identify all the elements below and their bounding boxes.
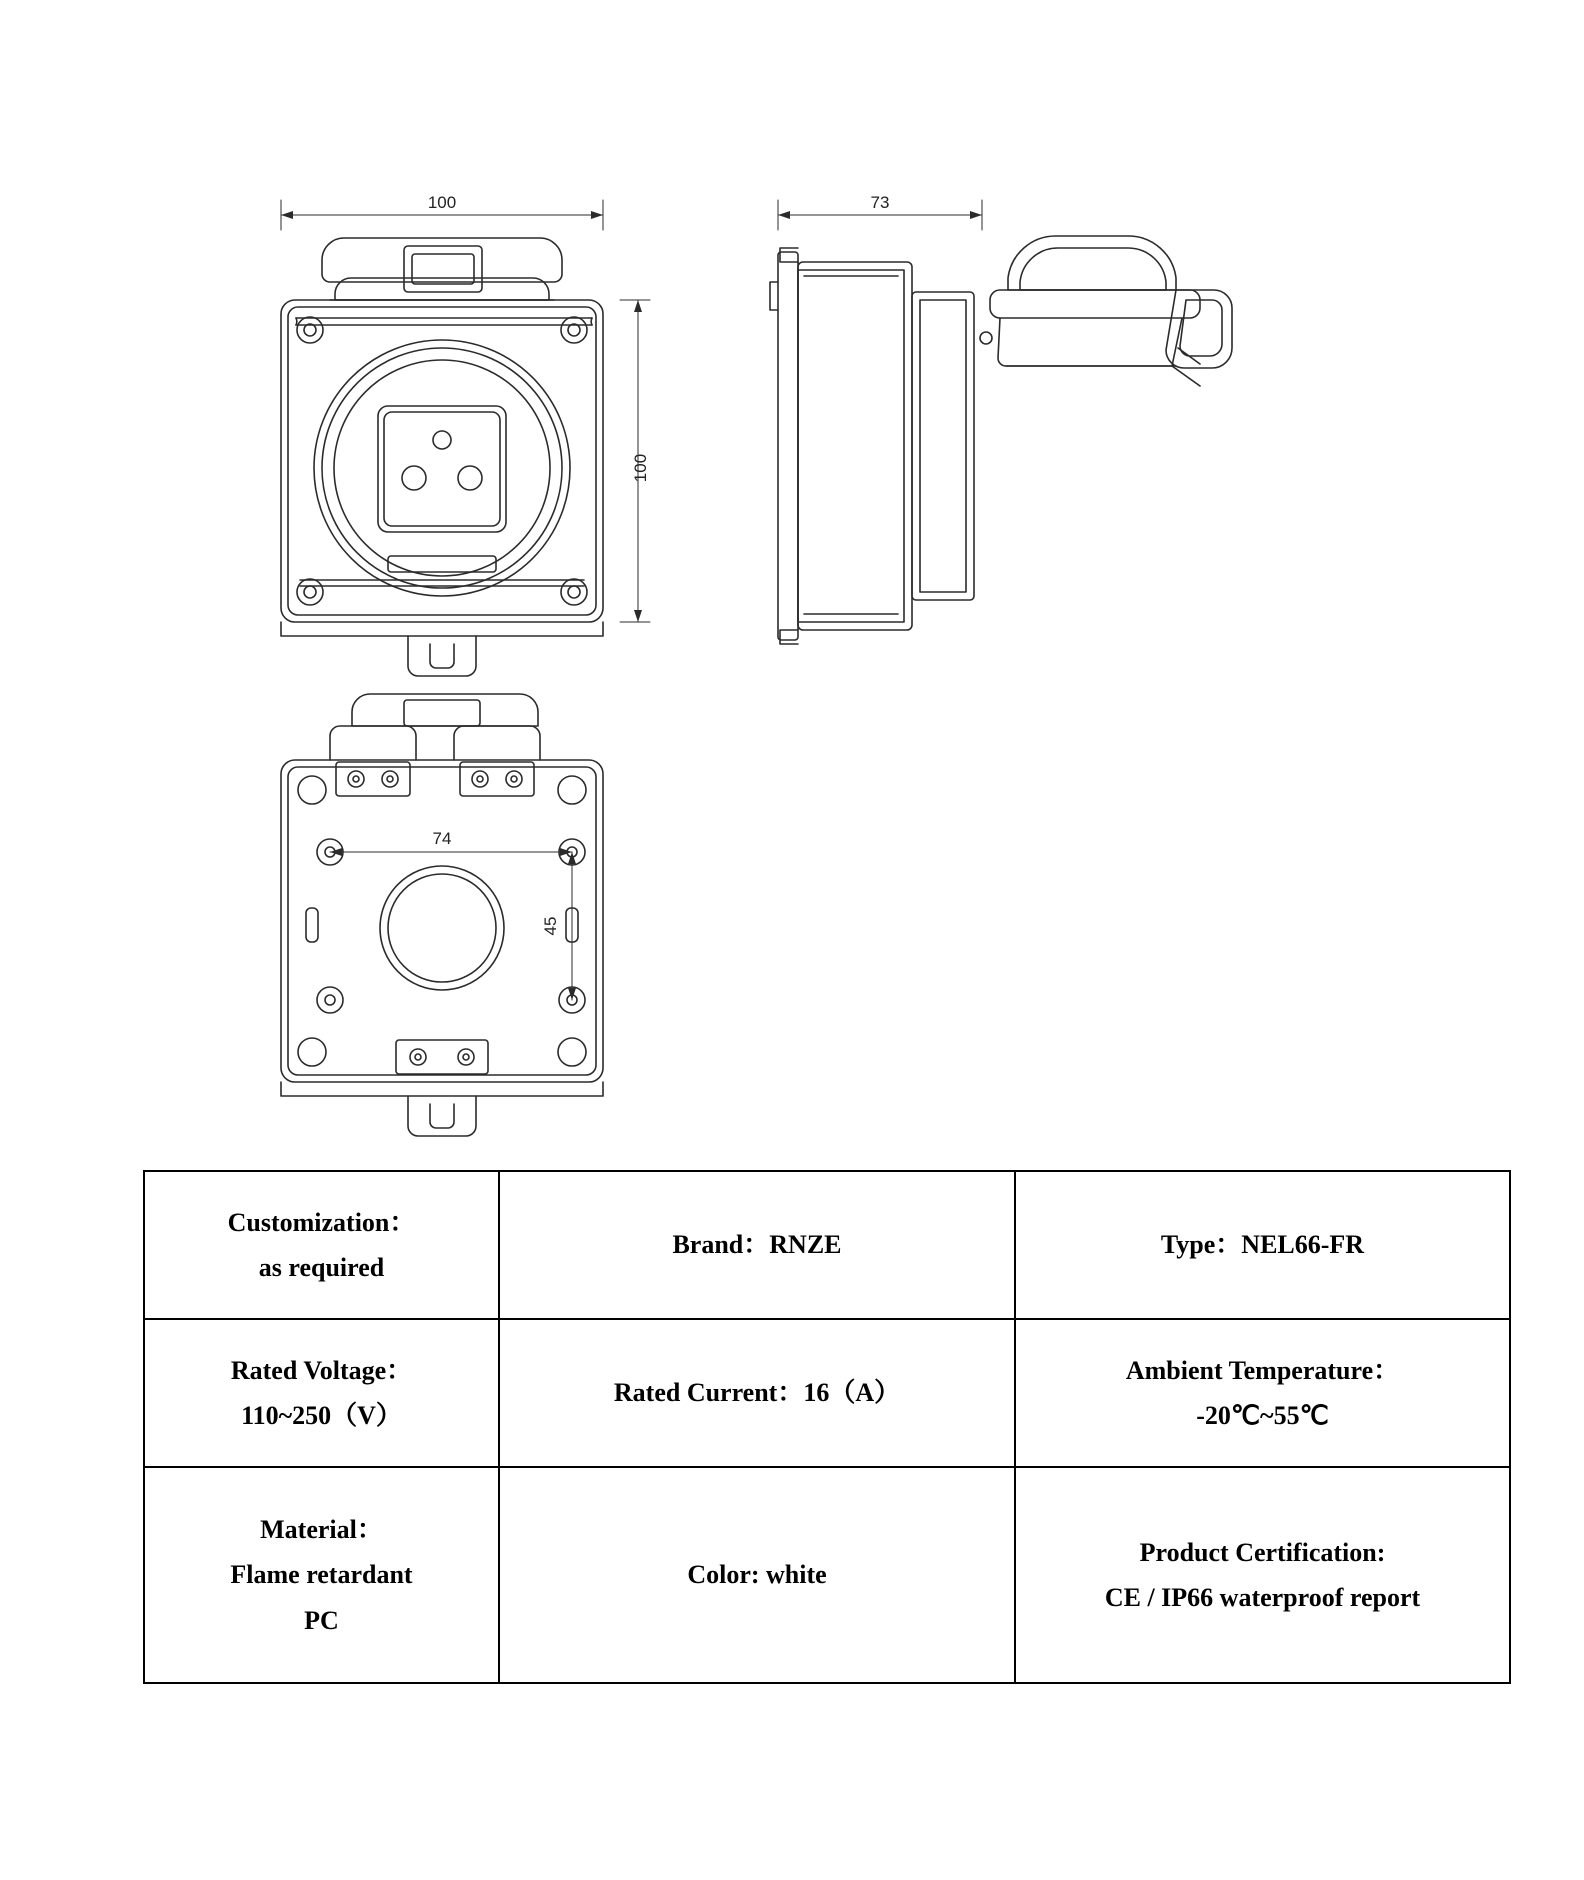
cell-rated-current (499, 1319, 1015, 1467)
cell-type (1015, 1171, 1510, 1319)
dim-label-side-depth: 73 (870, 193, 890, 212)
side-view (770, 200, 1232, 644)
ambient-temperature-label: Ambient Temperature： (1125, 1355, 1400, 1385)
cell-ambient-temperature (1015, 1319, 1510, 1467)
rated-current-value: Rated Current：16（A） (613, 1378, 901, 1408)
specification-table (143, 1170, 1511, 1684)
certification-label: Product Certification: (1139, 1537, 1386, 1567)
material-value-line1: Flame retardant (230, 1560, 413, 1590)
rated-voltage-label: Rated Voltage： (230, 1355, 413, 1385)
material-value-line2: PC (304, 1605, 339, 1635)
certification-value: CE / IP66 waterproof report (1104, 1583, 1421, 1612)
material-label: Material： (260, 1514, 383, 1544)
customization-value: as required (258, 1253, 385, 1282)
table-row (144, 1171, 1510, 1319)
cell-customization (144, 1171, 499, 1319)
front-view (281, 200, 650, 676)
dim-label-front-width: 100 (427, 193, 457, 212)
cell-brand (499, 1171, 1015, 1319)
dim-label-front-height: 100 (631, 453, 650, 483)
type-value: Type：NEL66-FR (1160, 1230, 1365, 1260)
color-value: Color: white (687, 1560, 827, 1590)
cell-color (499, 1467, 1015, 1683)
table-row (144, 1319, 1510, 1467)
rated-voltage-value: 110~250（V） (241, 1401, 402, 1430)
cell-material (144, 1467, 499, 1683)
dim-label-back-width: 74 (432, 829, 452, 848)
brand-value: Brand：RNZE (672, 1230, 842, 1260)
cell-rated-voltage (144, 1319, 499, 1467)
table-row (144, 1467, 1510, 1683)
back-view (281, 694, 603, 1136)
customization-label: Customization： (227, 1207, 416, 1237)
ambient-temperature-value: -20℃~55℃ (1196, 1401, 1329, 1430)
dim-label-back-height: 45 (541, 916, 560, 936)
cell-product-certification (1015, 1467, 1510, 1683)
